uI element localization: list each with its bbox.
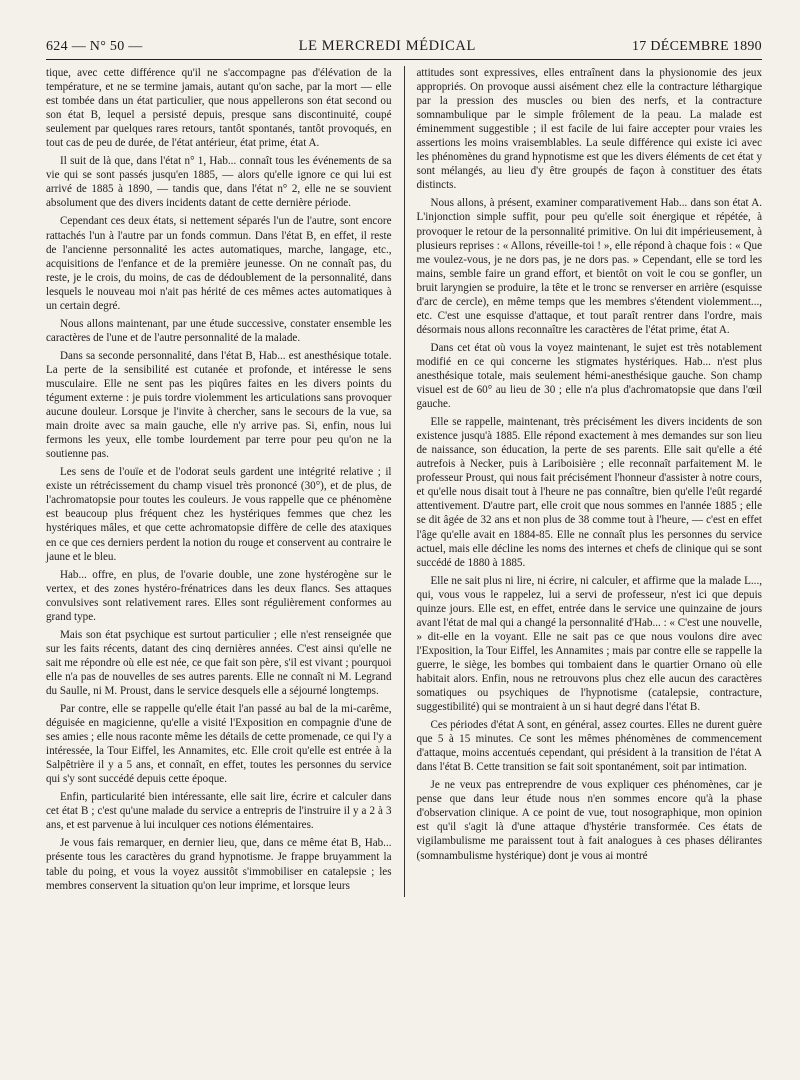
left-column <box>46 66 392 897</box>
page-header <box>46 38 762 60</box>
paragraph: Mais son état psychique est surtout particulier ; elle n'est renseignée que sur les faits récents, datant des cinq dernières années. C'est ainsi qu'elle ne sait me répondre où elle est née, ce que fait son père, s'il est vivant ; pourquoi elle n'a pas de nouvelles de ses autres parents. Elle ne connaît ni M. Legrand du Saulle, ni M. Proust, dans le service desquels elle a séjourné longtemps. <box>46 628 392 697</box>
paragraph: Nous allons, à présent, examiner comparativement Hab... dans son état A. L'injonction simple suffit, pour peu qu'elle soit énergique et répétée, à provoquer le retour de la personnalité primitive. On lui dit impérieusement, à plusieurs reprises : « Allons, réveille-toi ! », elle répond à chaque fois : « Que me voulez-vous, je ne dors pas, je ne dors pas. » Cependant, elle se tord les mains, semble faire un grand effort, et bientôt on voit le cou se gonfler, un bruit laryngien se produire, la tête et le tronc se renverser en arrière (esquisse d'arc de cercle), en même temps que les membres s'étendent violemment..., etc. C'est une esquisse d'attaque, et tout paraît rentrer dans l'ordre, mais désormais nous allons reconnaître les caractères de l'état prime, état A. <box>416 197 763 336</box>
paragraph: tique, avec cette différence qu'il ne s'accompagne pas d'élévation de la température, et ne se termine jamais, autant qu'on sache, par la mort — elle est tombée dans un état particulier, que nous appellerons son état second ou son état B, lequel a persisté depuis, presque sans discontinuité, coupé seulement par quelques rares retours, tantôt spontanés, tantôt provoqués, en tout cas de peu de durée, de l'état antérieur, état prime, état A. <box>46 67 392 150</box>
paragraph: Nous allons maintenant, par une étude successive, constater ensemble les caractères de l'une et de l'autre personnalité de la malade. <box>46 317 392 344</box>
paragraph: Elle se rappelle, maintenant, très précisément les divers incidents de son existence jusqu'à 1885. Elle répond exactement à mes demandes sur son lieu de naissance, son éducation, la perte de ses parents. Elle sait qu'elle a été autrefois à Necker, puis à Lariboisière ; elle reconnaît parfaitement M. le professeur Proust, qui nous fait précisément l'honneur d'assister à notre cours, et qu'elle nous disait tout à l'heure ne pas connaître, bien qu'elle l'eût regardé attentivement. D'autre part, elle croit que nous sommes en l'année 1885 ; elle se dit âgée de 32 ans et non plus de 38 comme tout à l'heure, — c'est en effet l'âge qu'elle avait en 1884-85. Elle ne connaît plus les personnes du service actuel, mais elle décline les noms des internes et chefs de clinique qui se sont succédé de 1880 à 1885. <box>416 416 763 569</box>
page-number: 624 — N° 50 — <box>46 39 143 54</box>
paragraph: Je vous fais remarquer, en dernier lieu, que, dans ce même état B, Hab... présente tous les caractères du grand hypnotisme. Je frappe bruyamment la table du poing, et vous la voyez aussitôt s'immobiliser en catalepsie ; les membres conservent la situation qu'on leur imprime, et lorsque leurs <box>46 837 392 892</box>
right-column <box>417 66 763 897</box>
paragraph: Hab... offre, en plus, de l'ovarie double, une zone hystérogène sur le vertex, et des zones hystéro-frénatrices dans les deux flancs. Ses attaques convulsives sont relativement rares. Elles sont régulièrement conformes au grand type. <box>46 568 392 623</box>
article-columns <box>46 66 762 897</box>
paragraph: Dans sa seconde personnalité, dans l'état B, Hab... est anesthésique totale. La perte de la sensibilité est cutanée et profonde, et intéresse le sens musculaire. Elle ne sent pas les piqûres faites en les divers points du tégument externe : je puis tordre violemment les articulations sans provoquer aucune douleur. Lorsque je l'invite à chercher, sans le secours de la vue, sa main droite avec sa main gauche, elle n'y arrive pas. Si, enfin, nous lui fermons les yeux, elle tombe lourdement par terre pour peu qu'on ne la soutienne pas. <box>46 349 392 461</box>
paragraph: Je ne veux pas entreprendre de vous expliquer ces phénomènes, car je pense que dans leur étude nous n'en sommes encore qu'à la phase d'observation clinique. A ce point de vue, tout nosographique, mon opinion est qu'il s'agit là d'une attaque d'hystérie transformée. Ces états de vigilambulisme me paraissent tout à fait analogues à ces phases délirantes (somnambulisme hystérique) dont je vous ai montré <box>416 779 763 862</box>
paragraph: attitudes sont expressives, elles entraînent dans la physionomie des jeux appropriés. On provoque aussi aisément chez elle la contracture léthargique par la pression des muscles ou bien des nerfs, et la contracture somnambulique par le simple frôlement de la peau. La malade est éminemment suggestible ; il est facile de lui faire accepter pour vraies les assertions les moins vraisemblables. La seule différence qui existe ici avec les phénomènes du grand hypnotisme est que les divers éléments de cet état y sont mélangés, au lieu d'y être groupés de façon à constituer des états distincts. <box>416 67 763 192</box>
paragraph: Elle ne sait plus ni lire, ni écrire, ni calculer, et affirme que la malade L..., qui, vous vous le rappelez, lui a servi de professeur, n'est ici que depuis quinze jours. Elle est, en effet, entrée dans le service une quinzaine de jours avant l'état de mal qui a changé la personnalité d'Hab... : « C'est une nouvelle, » dit-elle en la voyant. Elle ne sait pas ce que nous voulons dire avec l'Exposition, la Tour Eiffel, les Annamites ; mais par contre elle se rappelle la guerre, le siège, les bombes qui tombaient dans le quartier Ornano où elle habitait alors. Enfin, nous ne retrouvons plus chez elle aucun des caractères somatiques ou psychiques de l'hypnotisme (catalepsie, contracture, suggestibilité) qui se montraient à un si haut degré dans l'état B. <box>416 574 763 714</box>
issue-date: 17 DÉCEMBRE 1890 <box>631 39 762 54</box>
paragraph: Dans cet état où vous la voyez maintenant, le sujet est très notablement modifié en ce qui concerne les stigmates hystériques. Hab... n'est plus anesthésique totale, mais seulement hémi-anesthésique gauche. Son champ visuel est de 60° au lieu de 30 ; elle n'a plus d'achromatopsie que dans l'œil gauche. <box>416 341 763 411</box>
paragraph: Il suit de là que, dans l'état n° 1, Hab... connaît tous les événements de sa vie qui se sont passés jusqu'en 1885, — alors qu'elle ignore ce qui lui est arrivé de 1885 à 1890, — tandis que, dans l'état n° 2, elle ne se souvient absolument que des divers incidents datant de cette dernière période. <box>46 155 392 210</box>
paragraph: Par contre, elle se rappelle qu'elle était l'an passé au bal de la mi-carême, déguisée en magicienne, qu'elle a visité l'Exposition en compagnie d'une de ses amies ; elle nous raconte même les détails de cette promenade, ce qui l'y a intéressée, la Tour Eiffel, les Annamites, etc. Elle croit qu'elle est entrée à la Salpêtrière il y a 5 ans, et connaît, en effet, toutes les personnes du service qui s'y sont succédé depuis cette époque. <box>46 703 392 786</box>
paragraph: Ces périodes d'état A sont, en général, assez courtes. Elles ne durent guère que 5 à 15 minutes. Ce sont les mêmes phénomènes de commencement d'attaque, moins accentués cependant, qui président à la transition de l'état A dans l'état B. Cette transition se fait soit spontanément, soit par intimation. <box>416 719 763 774</box>
paragraph: Cependant ces deux états, si nettement séparés l'un de l'autre, sont encore rattachés l'un à l'autre par un fonds commun. Dans l'état B, en effet, il reste de l'ancienne personnalité les actes automatiques, marche, langage, etc., acquisitions de l'enfance et de la première jeunesse. On ne connaît pas, du reste, je le crois, du moins, de cas de dédoublement de la personnalité, dans lesquels le nouveau moi n'ait pas hérité de ces mêmes actes automatiques à un certain degré. <box>46 215 392 312</box>
paragraph: Enfin, particularité bien intéressante, elle sait lire, écrire et calculer dans cet état B ; c'est qu'une malade du service a entrepris de l'instruire il y a 2 à 3 ans, et est parvenue à lui inculquer ces notions élémentaires. <box>46 791 392 832</box>
journal-title: LE MERCREDI MÉDICAL <box>298 38 476 54</box>
paragraph: Les sens de l'ouïe et de l'odorat seuls gardent une intégrité relative ; il existe un rétrécissement du champ visuel très prononcé (30°), et de plus, de l'achromatopsie pour toutes les couleurs. Je vous rappelle que ce phénomène est beaucoup plus fréquent chez les hystériques femmes que chez les hystériques mâles, et que cette achromatopsie diffère de celle des ataxiques en ce que ces derniers perdent la notion du rouge et conservent au contraire le jaune et le bleu. <box>46 466 392 563</box>
column-divider <box>404 66 405 897</box>
